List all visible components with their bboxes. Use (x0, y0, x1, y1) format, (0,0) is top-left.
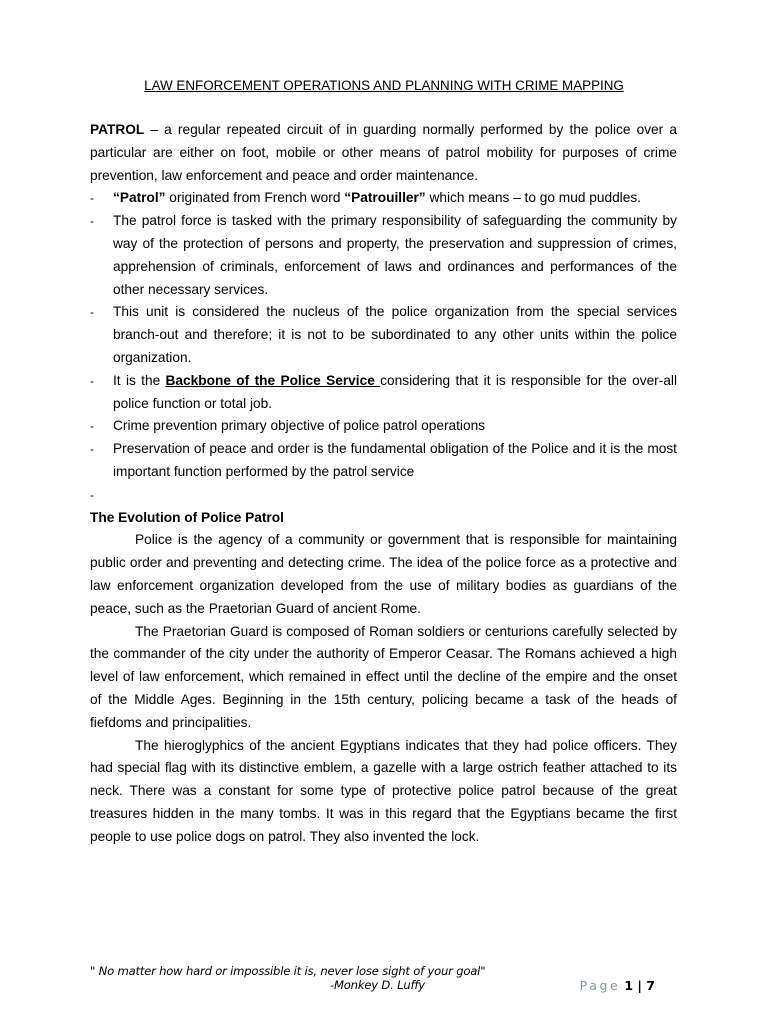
bullet-text: originated from French word (165, 190, 345, 206)
bullet-dash: - (90, 305, 94, 320)
list-item (90, 210, 677, 301)
bullet-dash: - (90, 442, 94, 457)
bullet-text: It is the (113, 372, 166, 388)
patrol-term: PATROL (90, 122, 145, 137)
paragraph: Police is the agency of a community or government that is responsible for maintaining public order and preventing and detecting crime. The idea of the police force as a protective and law enforcement organization developed from the use of military bodies as guardians of the peace, such as the Praetorian Guard of ancient Rome. (90, 532, 677, 616)
patrol-definition (90, 119, 677, 187)
list-item (90, 415, 677, 438)
page-label: Page (579, 978, 621, 993)
bullet-dash: - (90, 191, 94, 206)
document-title: LAW ENFORCEMENT OPERATIONS AND PLANNING WITH CRIME MAPPING (144, 78, 624, 93)
patrol-bullet-list (90, 187, 677, 506)
list-item (90, 484, 677, 507)
bullet-text: which means – to go mud puddles. (425, 190, 641, 206)
bullet-text: This unit is considered the nucleus of the police organization from the special services branch-out and therefore; it is not to be subordinated to any other units within the police organization. (113, 304, 677, 365)
document-body (90, 119, 677, 849)
backbone-emphasis: Backbone of the Police Service (165, 372, 381, 388)
page-number (580, 978, 655, 993)
bullet-dash: - (90, 373, 94, 388)
bullet-text: The patrol force is tasked with the primary responsibility of safeguarding the community by way of the protection of persons and property, the preservation and suppression of crimes, apprehension of criminals, enforcement of laws and ordinances and performances of the other necessary services. (113, 213, 677, 297)
list-item (90, 187, 677, 210)
bullet-dash: - (90, 214, 94, 229)
bullet-dash: - (90, 419, 94, 434)
list-item (90, 301, 677, 369)
list-item (90, 370, 677, 416)
bullet-text: considering that it is responsible for the over-all police function or total job. (113, 372, 677, 411)
bullet-dash: - (90, 487, 94, 502)
page-count: 1 | 7 (624, 978, 655, 993)
patrol-definition-text: – a regular repeated circuit of in guarding normally performed by the police over a particular are either on foot, mobile or other means of patrol mobility for purposes of crime prevention, law enforcement and peace and order maintenance. (90, 122, 677, 183)
bullet-text: Preservation of peace and order is the fundamental obligation of the Police and it is the most important function performed by the patrol service (113, 441, 677, 479)
bullet-text: Crime prevention primary objective of police patrol operations (113, 418, 486, 434)
bold-term: “Patrol” (113, 190, 166, 206)
paragraph: The Praetorian Guard is composed of Roman soldiers or centurions carefully selected by the commander of the city under the authority of Emperor Ceasar. The Romans achieved a high level of law enforcement, which remained in effect until the decline of the empire and the onset of the Middle Ages. Beginning in the 15th century, policing became a task of the heads of fiefdoms and principalities. (90, 623, 677, 730)
footer-quote: " No matter how hard or impossible it is, never lose sight of your goal" (90, 964, 486, 978)
footer-author: -Monkey D. Luffy (330, 978, 425, 992)
list-item (90, 438, 677, 484)
paragraph: The hieroglyphics of the ancient Egyptians indicates that they had police officers. They had special flag with its distinctive emblem, a gazelle with a large ostrich feather attached to its neck. There was a constant for some type of protective police patrol because of the great treasures hidden in the many tombs. It was in this regard that the Egyptians became the first people to use police dogs on patrol. They also invented the lock. (90, 737, 677, 844)
bold-term: “Patrouiller” (344, 190, 426, 206)
section-heading: The Evolution of Police Patrol (90, 509, 284, 525)
